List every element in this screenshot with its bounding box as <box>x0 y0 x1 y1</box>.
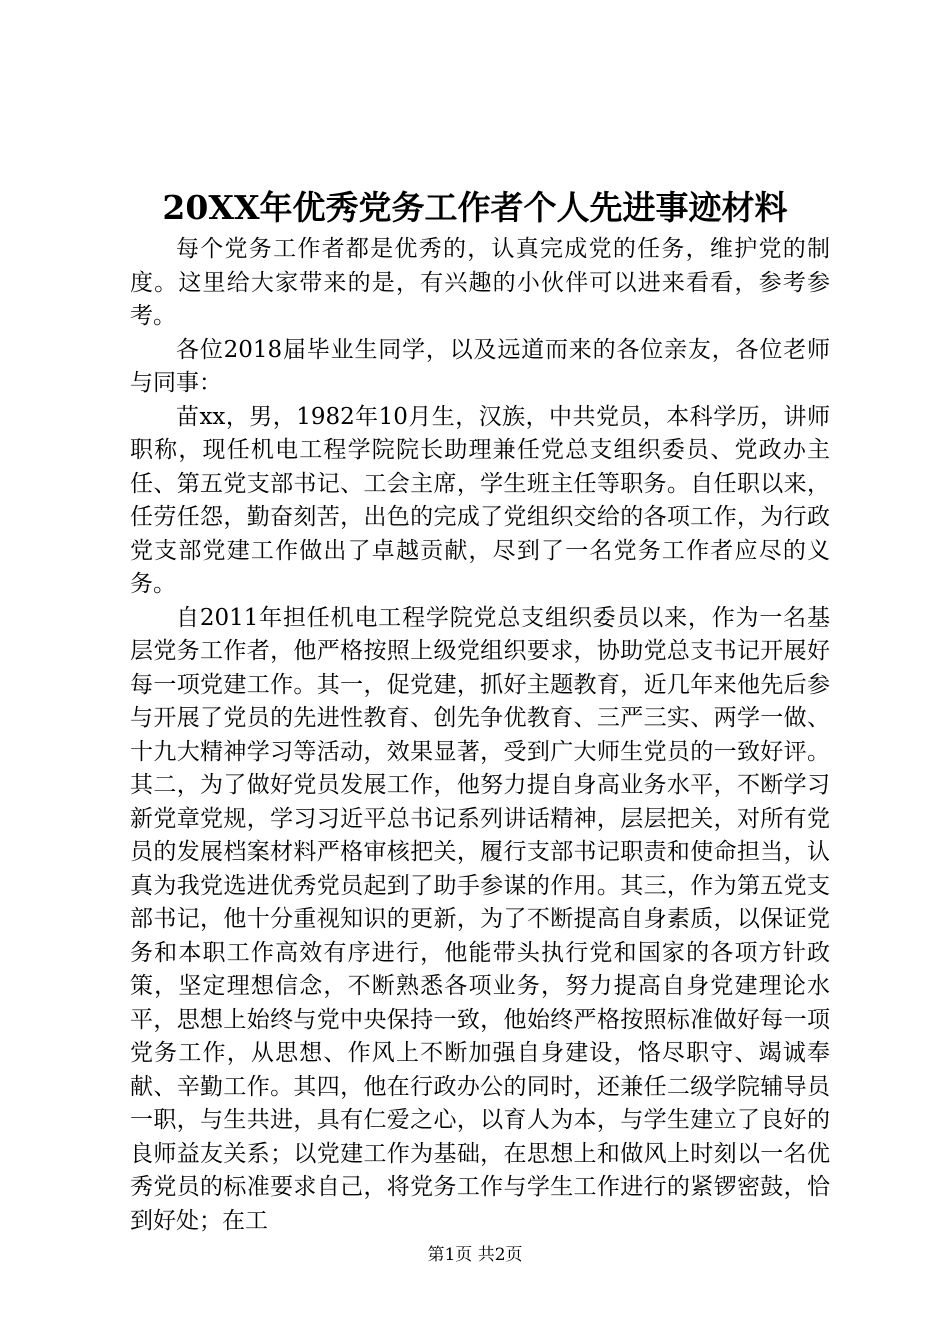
profile-paragraph: 苗xx，男，1982年10月生，汉族，中共党员，本科学历，讲师职称，现任机电工程学院院长助理兼任党总支组织委员、党政办主任、第五党支部书记、工会主席，学生班主任等职务。自任职以来，任劳任怨，勤奋刻苦，出色的完成了党组织交给的各项工作，为行政党支部党建工作做出了卓越贡献，尽到了一名党务工作者应尽的义务。 <box>130 403 830 597</box>
intro-paragraph: 每个党务工作者都是优秀的，认真完成党的任务，维护党的制度。这里给大家带来的是，有兴趣的小伙伴可以进来看看，参考参考。 <box>130 236 830 329</box>
document-title: 20XX年优秀党务工作者个人先进事迹材料 <box>162 188 788 227</box>
salutation-paragraph: 各位2018届毕业生同学，以及远道而来的各位亲友，各位老师与同事： <box>130 336 830 396</box>
page-footer: 第1页 共2页 <box>427 1245 523 1265</box>
document-body <box>130 233 830 1238</box>
achievements-paragraph: 自2011年担任机电工程学院党总支组织委员以来，作为一名基层党务工作者，他严格按照上级党组织要求，协助党总支书记开展好每一项党建工作。其一，促党建，抓好主题教育，近几年来他先后参与开展了党员的先进性教育、创先争优教育、三严三实、两学一做、十九大精神学习等活动，效果显著，受到广大师生党员的一致好评。其二，为了做好党员发展工作，他努力提自身高业务水平，不断学习新党章党规，学习习近平总书记系列讲话精神，层层把关，对所有党员的发展档案材料严格审核把关，履行支部书记职责和使命担当，认真为我党选进优秀党员起到了助手参谋的作用。其三，作为第五党支部书记，他十分重视知识的更新，为了不断提高自身素质，以保证党务和本职工作高效有序进行，他能带头执行党和国家的各项方针政策，坚定理想信念，不断熟悉各项业务，努力提高自身党建理论水平，思想上始终与党中央保持一致，他始终严格按照标准做好每一项党务工作，从思想、作风上不断加强自身建设，恪尽职守、竭诚奉献、辛勤工作。其四，他在行政办公的同时，还兼任二级学院辅导员一职，与生共进，具有仁爱之心，以育人为本，与学生建立了良好的良师益友关系；以党建工作为基础，在思想上和做风上时刻以一名优秀党员的标准要求自己，将党务工作与学生工作进行的紧锣密鼓，恰到好处；在工 <box>130 604 830 1234</box>
